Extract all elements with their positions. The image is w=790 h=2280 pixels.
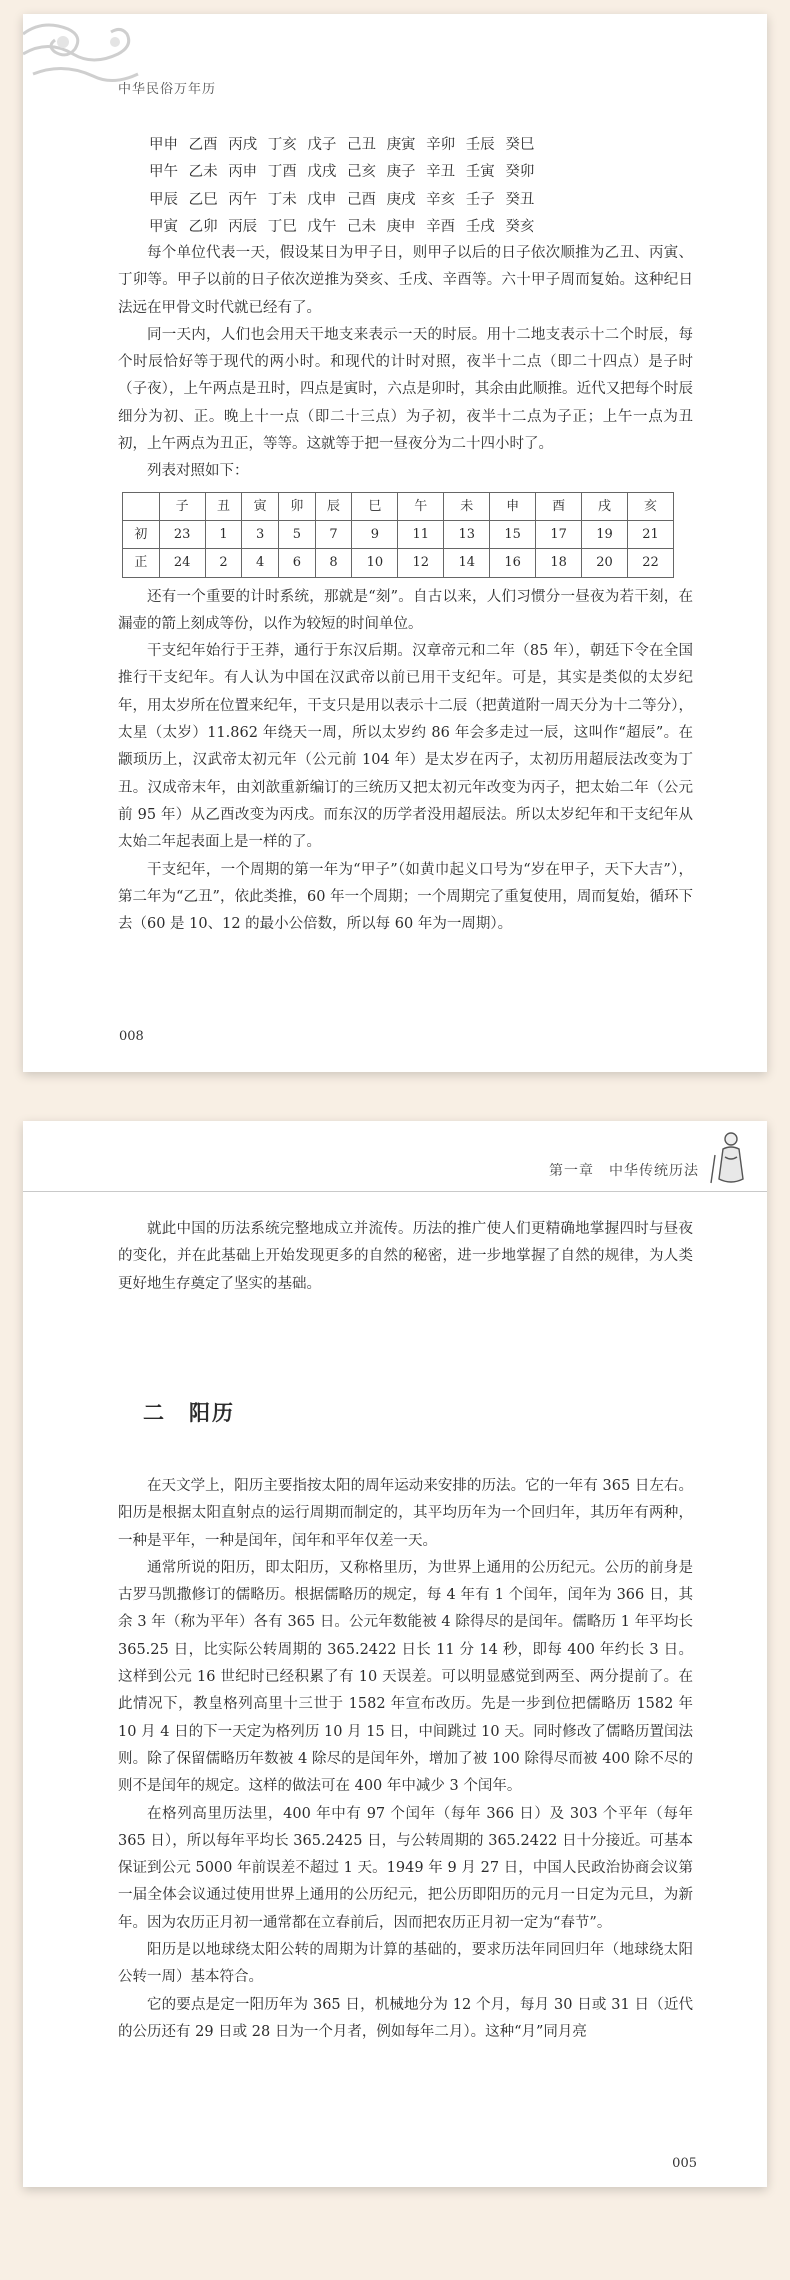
table-cell: 3	[242, 520, 279, 548]
body-text-2	[118, 1473, 693, 2046]
table-cell: 子	[159, 492, 205, 520]
table-cell: 12	[398, 549, 444, 577]
ganzhi-cell: 辛亥	[426, 191, 456, 208]
table-cell: 16	[490, 549, 536, 577]
ganzhi-cell: 乙酉	[188, 137, 218, 153]
table-cell: 辰	[315, 492, 352, 520]
table-row	[123, 549, 674, 577]
ganzhi-cell: 癸卯	[505, 164, 535, 181]
table-cell: 21	[628, 520, 674, 548]
table-cell: 巳	[352, 492, 398, 520]
page-005	[23, 1121, 767, 2187]
ganzhi-cell: 癸巳	[505, 137, 535, 153]
paragraph: 干支纪年，一个周期的第一年为“甲子”（如黄巾起义口号为“岁在甲子，天下大吉”），第二年为“乙丑”，依此类推，60 年一个周期；一个周期完了重复使用，周而复始，循环下去（60 是 10、12 的最小公倍数，所以每 60 年为一周期）。	[118, 861, 693, 933]
table-cell: 9	[352, 520, 398, 548]
ganzhi-cell: 癸丑	[505, 191, 535, 208]
ganzhi-row	[149, 214, 545, 241]
table-cell: 8	[315, 549, 352, 577]
paragraph: 它的要点是定一阳历年为 365 日，机械地分为 12 个月，每月 30 日或 31 日（近代的公历还有 29 日或 28 日为一个月者，例如每年二月）。这种“月”同月亮	[118, 1996, 693, 2040]
table-cell: 13	[444, 520, 490, 548]
ganzhi-cell: 辛丑	[426, 164, 456, 181]
paragraph: 阳历是以地球绕太阳公转的周期为计算的基础的，要求历法年同回归年（地球绕太阳公转一周）基本符合。	[118, 1942, 693, 1986]
body-text-intro	[118, 1216, 693, 1298]
table-cell: 20	[582, 549, 628, 577]
table-cell: 申	[490, 492, 536, 520]
ganzhi-cell: 甲午	[149, 164, 178, 181]
table-cell: 5	[279, 520, 316, 548]
paragraph: 在天文学上，阳历主要指按太阳的周年运动来安排的历法。它的一年有 365 日左右。阳历是根据太阳直射点的运行周期而制定的，其平均历年为一个回归年，其历年有两种，一种是平年，一种是闰年，闰年和平年仅差一天。	[118, 1478, 693, 1549]
ganzhi-cell: 丁未	[267, 191, 297, 208]
table-cell: 17	[536, 520, 582, 548]
ganzhi-cell: 丙午	[228, 191, 258, 208]
ganzhi-cell: 丙戌	[228, 137, 258, 153]
ganzhi-cell: 庚戌	[386, 191, 416, 208]
paragraph: 在格列高里历法里，400 年中有 97 个闰年（每年 366 日）及 303 个平年（每年 365 日），所以每年平均长 365.2425 日，与公转周期的 365.2422 日十分接近。可基本保证到公元 5000 年前误差不超过 1 天。1949 年 9 月 27 日，中国人民政治协商会议第一届全体会议通过使用世界上通用的公历纪元，把公历即阳历的元月一日定为元旦，为新年。因为农历正月初一通常都在立春前后，因而把农历正月初一定为“春节”。	[118, 1805, 693, 1931]
ganzhi-cell: 丁酉	[267, 164, 297, 181]
paragraph: 同一天内，人们也会用天干地支来表示一天的时辰。用十二地支表示十二个时辰，每个时辰恰好等于现代的两小时。和现代的计时对照，夜半十二点（即二十四点）是子时（子夜），上午两点是丑时，四点是寅时，六点是卯时，其余由此顺推。近代又把每个时辰细分为初、正。晚上十一点（即二十三点）为子初，夜半十二点为子正；上午一点为丑初，上午两点为丑正，等等。这就等于把一昼夜分为二十四小时了。	[118, 326, 693, 453]
table-cell: 寅	[242, 492, 279, 520]
header-rule	[23, 1191, 767, 1192]
ganzhi-cell: 丁巳	[267, 218, 297, 235]
ganzhi-cell: 戊戌	[307, 164, 337, 181]
ganzhi-cell: 甲申	[149, 137, 178, 153]
page-008	[23, 14, 767, 1072]
ganzhi-cell: 乙卯	[188, 218, 218, 235]
ganzhi-cell: 壬寅	[465, 164, 495, 181]
table-cell: 11	[398, 520, 444, 548]
paragraph: 干支纪年始行于王莽，通行于东汉后期。汉章帝元和二年（85 年），朝廷下令在全国推行干支纪年。有人认为中国在汉武帝以前已用干支纪年。可是，其实是类似的太岁纪年，用太岁所在位置来纪年，干支只是用以表示十二辰（把黄道附一周天分为十二等分），太星（太岁）11.862 年绕天一周，所以太岁约 86 年会多走过一辰，这叫作“超辰”。在颛顼历上，汉武帝太初元年（公元前 104 年）是太岁在丙子，太初历用超辰法改变为丁丑。汉成帝末年，由刘歆重新编订的三统历又把太初元年改变为丙子，把太始二年（公元前 95 年）从乙酉改变为丙戌。而东汉的历学者没用超辰法。所以太岁纪年和干支纪年从太始二年起表面上是一样的了。	[118, 643, 693, 851]
paragraph: 通常所说的阳历，即太阳历，又称格里历，为世界上通用的公历纪元。公历的前身是古罗马凯撒修订的儒略历。根据儒略历的规定，每 4 年有 1 个闰年，闰年为 366 日，其余 3 年（称为平年）各有 365 日。公元年数能被 4 除得尽的是闰年。儒略历 1 年平均长 365.25 日，比实际公转周期的 365.2422 日长 11 分 14 秒，即每 400 年约长 3 日。这样到公元 16 世纪时已经积累了有 10 天误差。可以明显感觉到两至、两分提前了。在此情况下，教皇格列高里十三世于 1582 年宣布改历。先是一步到位把儒略历 1582 年 10 月 4 日的下一天定为格列历 10 月 15 日，中间跳过 10 天。同时修改了儒略历置闰法则。除了保留儒略历年数被 4 除尽的是闰年外，增加了被 100 除得尽而被 400 除不尽的则不是闰年的规定。这样的做法可在 400 年中减少 3 个闰年。	[118, 1559, 693, 1795]
ganzhi-cell: 己未	[346, 218, 376, 235]
paragraph: 就此中国的历法系统完整地成立并流传。历法的推广使人们更精确地掌握四时与昼夜的变化，并在此基础上开始发现更多的自然的秘密，进一步地掌握了自然的规律，为人类更好地生存奠定了坚实的基础。	[118, 1221, 693, 1292]
ganzhi-cell: 甲辰	[149, 191, 178, 208]
table-cell	[123, 492, 160, 520]
ganzhi-cell: 乙未	[188, 164, 218, 181]
table-cell: 丑	[205, 492, 242, 520]
ganzhi-cell: 己酉	[346, 191, 376, 208]
ganzhi-cell: 己丑	[346, 137, 376, 153]
shichen-table	[122, 492, 674, 578]
table-cell: 10	[352, 549, 398, 577]
table-cell: 14	[444, 549, 490, 577]
table-row	[123, 520, 674, 548]
table-cell: 卯	[279, 492, 316, 520]
ganzhi-cell: 丙申	[228, 164, 258, 181]
sage-figure-icon	[707, 1127, 755, 1187]
table-cell: 6	[279, 549, 316, 577]
table-cell: 酉	[536, 492, 582, 520]
body-text-1	[118, 240, 693, 938]
ganzhi-row	[149, 132, 545, 159]
paragraph: 列表对照如下：	[147, 463, 249, 480]
table-row	[123, 492, 674, 520]
ganzhi-cell: 辛酉	[426, 218, 456, 235]
ganzhi-row	[149, 187, 545, 214]
ganzhi-cell: 己亥	[346, 164, 376, 181]
table-cell: 正	[123, 549, 160, 577]
ganzhi-cell: 戊子	[307, 137, 337, 153]
table-cell: 15	[490, 520, 536, 548]
ganzhi-cell: 丁亥	[267, 137, 297, 153]
running-header: 中华民俗万年历	[118, 82, 217, 97]
ganzhi-cell: 壬戌	[465, 218, 495, 235]
table-cell: 24	[159, 549, 205, 577]
ganzhi-row	[149, 159, 545, 186]
ganzhi-cell: 癸亥	[505, 218, 535, 235]
table-cell: 1	[205, 520, 242, 548]
page-number: 008	[119, 1029, 144, 1044]
ganzhi-cell: 庚子	[386, 164, 416, 181]
ganzhi-cell: 庚申	[386, 218, 416, 235]
ganzhi-cell: 壬辰	[465, 137, 495, 153]
table-cell: 22	[628, 549, 674, 577]
page-number: 005	[672, 2156, 697, 2171]
section-title: 二 阳历	[143, 1401, 235, 1425]
ganzhi-cell: 戊午	[307, 218, 337, 235]
table-cell: 23	[159, 520, 205, 548]
table-cell: 亥	[628, 492, 674, 520]
table-cell: 午	[398, 492, 444, 520]
table-cell: 4	[242, 549, 279, 577]
table-cell: 2	[205, 549, 242, 577]
ganzhi-cell: 乙巳	[188, 191, 218, 208]
table-cell: 7	[315, 520, 352, 548]
running-header: 第一章 中华传统历法	[549, 1163, 699, 1179]
table-cell: 未	[444, 492, 490, 520]
ganzhi-cell: 庚寅	[386, 137, 416, 153]
table-cell: 18	[536, 549, 582, 577]
ganzhi-cell: 辛卯	[426, 137, 456, 153]
ganzhi-cell: 壬子	[465, 191, 495, 208]
paragraph: 每个单位代表一天，假设某日为甲子日，则甲子以后的日子依次顺推为乙丑、丙寅、丁卯等。甲子以前的日子依次逆推为癸亥、壬戌、辛酉等。六十甲子周而复始。这种纪日法远在甲骨文时代就已经有了。	[118, 245, 693, 316]
ganzhi-cell: 丙辰	[228, 218, 258, 235]
ganzhi-cell: 甲寅	[149, 218, 178, 235]
table-cell: 19	[582, 520, 628, 548]
ganzhi-table	[149, 132, 545, 241]
table-cell: 戌	[582, 492, 628, 520]
ganzhi-cell: 戊申	[307, 191, 337, 208]
table-cell: 初	[123, 520, 160, 548]
paragraph: 还有一个重要的计时系统，那就是“刻”。自古以来，人们习惯分一昼夜为若干刻，在漏壶的箭上刻成等份，以作为较短的时间单位。	[118, 588, 693, 632]
